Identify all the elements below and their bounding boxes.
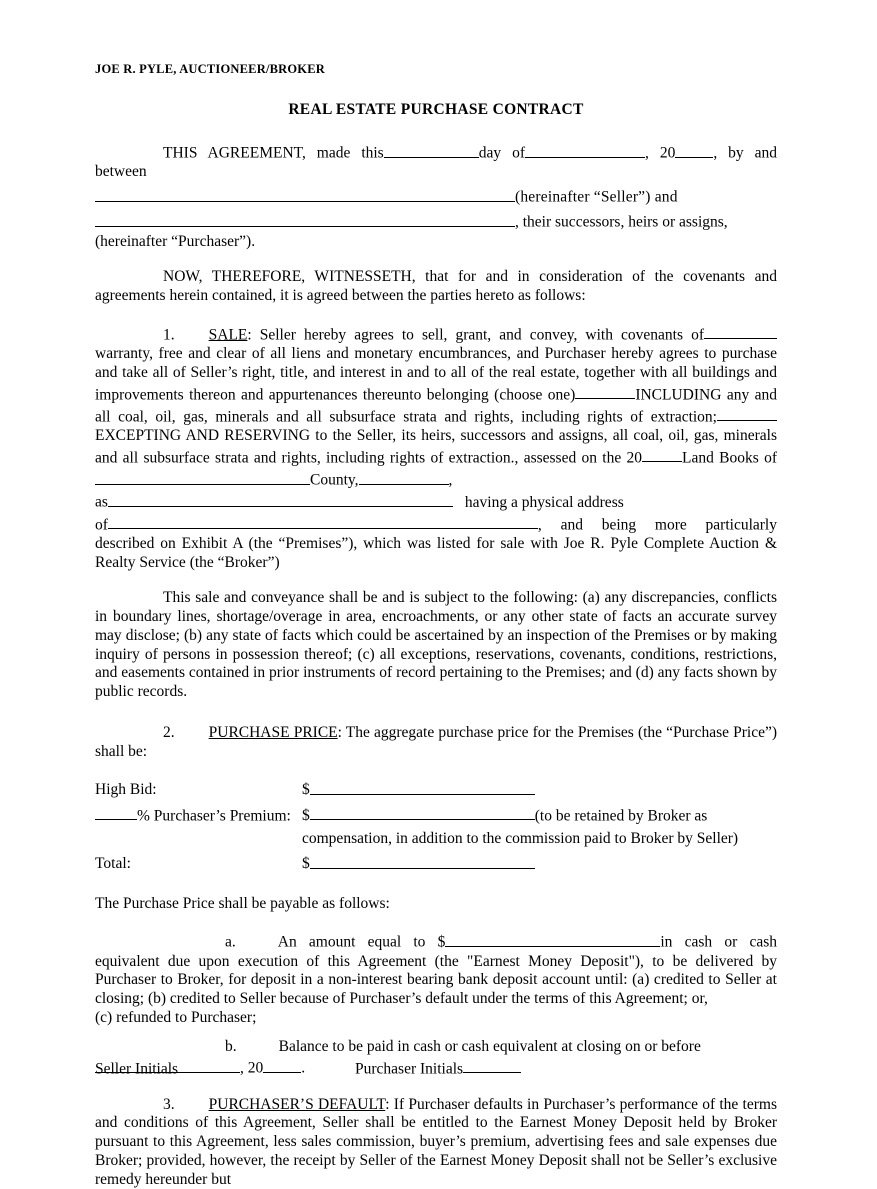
item-b-text: Balance to be paid in cash or cash equivalent at closing on or before [278,1037,701,1055]
premium-note-row [95,829,777,848]
section-purchasers-default [95,1096,777,1189]
seller-name-blank[interactable] [95,185,515,202]
hereinafter-purchaser-line: (hereinafter “Purchaser”). [95,232,256,250]
total-dollar-sign: $ [302,855,310,873]
warranty-blank[interactable] [704,323,777,340]
sale-heading: SALE [208,326,248,344]
premium-row [95,804,777,829]
premium-note-2: compensation, in addition to the commission paid to Broker by Seller) [302,829,739,847]
sale-text-b: warranty, free and clear of all liens and monetary encumbrances, and Purchaser hereby agrees to purchase and take all of Seller’s right, title, and interest in and to all of the real estate, together with all buildings and improvements thereon and appurtenances thereunto belonging (choose one) [95,345,777,403]
sale-text-c: INCLUDING any and all coal, oil, gas, minerals and all subsurface strata and rights, including rights of extraction; [95,386,777,426]
item-a-letter: a. [225,933,236,951]
by-and-between-text: , by and between [95,144,777,181]
sale-subject-paragraph: This sale and conveyance shall be and is subject to the following: (a) any discrepancies, conflicts in boundary lines, shortage/overage in area, encroachments, or any other state of facts an accurate survey may disclose; (b) any state of facts which could be ascertained by an inspection of the Premises or by making inquiry of persons in possession thereof; (c) all exceptions, reservations, covenants, conditions, restrictions, and easements contained in prior instruments of record pertaining to the Premises; and (d) any facts shown by public records. [95,589,777,700]
successors-line [95,210,777,232]
sale-as-line [95,490,777,512]
address-blank[interactable] [108,513,538,530]
purchase-price-text: : The aggregate purchase price for the Premises (the “Purchase Price”) shall be: [95,723,777,760]
premium-label-wrap [95,804,302,829]
item-a-text-1: An amount equal to $ [277,933,446,951]
high-bid-row [95,778,777,803]
sale-text-f: County, [310,471,359,489]
tax-year-blank[interactable] [642,446,682,463]
land-books-blank[interactable] [95,468,310,485]
year-prefix-text: , 20 [644,144,676,162]
payment-item-b [95,1038,777,1057]
default-text: : If Purchaser defaults in Purchaser’s performance of the terms and conditions of this Agreement, Seller shall be entitled to the Earnest Money Deposit held by Broker pursuant to this Agreement, less sales commission, buyer’s premium, advertising fees and sale expenses due Broker; provided, however, the receipt by Seller of the Earnest Money Deposit shall not be Seller’s exclusive remedy hereunder but [95,1095,777,1188]
year-blank[interactable] [675,141,713,158]
sale-text-d: EXCEPTING AND RESERVING to the Seller, its heirs, successors and assigns, all coal, oil, gas, minerals and all subsurface strata and rights, including rights of extraction., assessed on the 20 [95,427,777,467]
sale-text-g: as [95,493,108,511]
day-of-text: day of [478,144,525,162]
document-title: REAL ESTATE PURCHASE CONTRACT [288,101,584,118]
sale-text-i: of [95,516,108,533]
successors-blank[interactable] [95,210,515,227]
purchaser-initials-label: Purchaser Initials [355,1060,464,1077]
premium-blank[interactable] [310,804,535,821]
day-blank[interactable] [384,141,479,158]
high-bid-blank[interactable] [310,778,535,795]
payment-item-a [95,930,777,1009]
high-bid-dollar-sign: $ [302,781,310,799]
total-label: Total: [95,855,131,873]
purchaser-initials-group [355,1057,521,1079]
section-purchase-price [95,724,777,762]
total-row [95,852,777,877]
purchase-price-number: 2. [163,723,175,741]
hereinafter-seller-text: (hereinafter “Seller”) and [515,188,678,206]
seller-initials-group [95,1057,355,1079]
high-bid-label: High Bid: [95,781,157,799]
seller-initials-label: Seller Initials [95,1060,179,1077]
parcel-blank[interactable] [108,490,453,507]
successors-text: , their successors, heirs or assigns, [515,213,728,231]
item-b-letter: b. [225,1037,237,1055]
section-sale [95,323,777,491]
payment-item-a-cont: (c) refunded to Purchaser; [95,1008,257,1026]
premium-note-spacer [95,829,302,848]
item-b-year: , 20 [240,1059,264,1077]
comma-after-county: , [448,471,453,489]
county-blank[interactable] [359,468,449,485]
purchaser-initials-blank[interactable] [463,1057,521,1074]
payable-line: The Purchase Price shall be payable as follows: [95,894,390,912]
footer-initials [95,1057,777,1079]
excepting-blank[interactable] [717,405,777,422]
sale-text-a: : Seller hereby agrees to sell, grant, and convey, with covenants of [247,326,704,344]
total-blank[interactable] [310,852,535,869]
item-b-end: . [301,1059,306,1077]
witnesseth-paragraph: NOW, THEREFORE, WITNESSETH, that for and in consideration of the covenants and agreements herein contained, it is agreed between the parties hereto as follows: [95,268,777,304]
sale-text-e: Land Books of [682,449,777,467]
premium-note: (to be retained by Broker as [534,807,708,825]
sale-text-h: having a physical address [464,493,624,511]
premium-percent-blank[interactable] [95,804,137,821]
default-number: 3. [163,1095,175,1113]
month-blank[interactable] [525,141,645,158]
broker-header: JOE R. PYLE, AUCTIONEER/BROKER [95,62,325,76]
seller-initials-blank[interactable] [178,1057,236,1074]
agreement-opening-line [95,141,777,182]
sale-text-j: , and being more particularly described on Exhibit A (the “Premises”), which was listed for sale with Joe R. Pyle Complete Auction & Realty Service (the “Broker”) [95,516,777,571]
default-heading: PURCHASER’S DEFAULT [208,1095,386,1113]
purchase-price-heading: PURCHASE PRICE [208,723,338,741]
sale-number: 1. [163,326,175,344]
seller-name-line [95,185,777,207]
item-a-text-2: in cash or cash equivalent due upon execution of this Agreement (the "Earnest Money Deposit"), to be delivered by Purchaser to Broker, for deposit in a non-interest bearing bank deposit account until: (a) credited to Seller at closing; (b) credited to Seller because of Purchaser’s default under the terms of this Agreement; or, [95,933,777,1008]
earnest-money-blank[interactable] [445,930,660,947]
sale-of-line [95,513,777,573]
agreement-lead-text: THIS AGREEMENT, made this [163,144,384,162]
premium-dollar-sign: $ [302,806,310,824]
including-blank[interactable] [575,383,635,400]
premium-label: % Purchaser’s Premium: [137,807,291,825]
